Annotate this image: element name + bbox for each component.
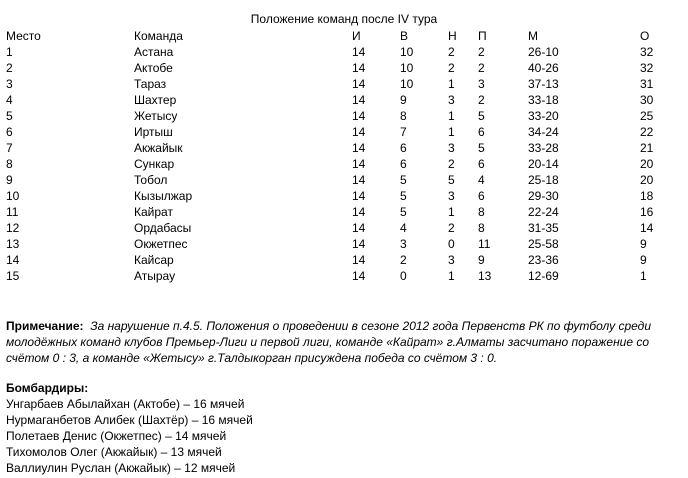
top-scorers [6,380,682,476]
table-row [6,172,680,188]
cell-place: 1 [6,45,13,59]
cell-draws: 1 [448,109,455,123]
cell-draws: 3 [448,189,455,203]
cell-goals: 25-18 [528,173,559,187]
cell-draws: 5 [448,173,455,187]
table-row [6,76,680,92]
cell-points: 32 [640,61,654,75]
table-row [6,236,680,252]
cell-losses: 8 [478,221,485,235]
cell-points: 16 [640,205,654,219]
cell-points: 9 [640,253,647,267]
table-row [6,44,680,60]
standings-body [6,28,680,284]
cell-team: Шахтер [134,93,177,107]
cell-goals: 22-24 [528,205,559,219]
note [6,318,682,366]
cell-draws: 1 [448,125,455,139]
cell-played: 14 [352,77,366,91]
table-row [6,188,680,204]
cell-goals: 20-14 [528,157,559,171]
header-goals: М [528,29,538,43]
cell-place: 14 [6,253,20,267]
cell-points: 25 [640,109,654,123]
cell-played: 14 [352,157,366,171]
cell-place: 12 [6,221,20,235]
cell-played: 14 [352,61,366,75]
table-row [6,124,680,140]
cell-wins: 2 [400,253,407,267]
table-row [6,140,680,156]
cell-played: 14 [352,125,366,139]
cell-team: Тараз [134,77,167,91]
cell-points: 32 [640,45,654,59]
header-points: О [640,29,650,43]
cell-place: 6 [6,125,13,139]
cell-wins: 9 [400,93,407,107]
cell-goals: 26-10 [528,45,559,59]
cell-points: 20 [640,173,654,187]
cell-place: 2 [6,61,13,75]
cell-played: 14 [352,141,366,155]
cell-losses: 5 [478,109,485,123]
cell-draws: 2 [448,61,455,75]
note-text: За нарушение п.4.5. Положения о проведении в сезоне 2012 года Первенств РК по футболу среди молодёжных команд клубов Премьер-Лиги и первой лиги, команде «Кайрат» г.Алматы засчитано поражение со счётом 0 : 3, а команде «Жетысу» г.Талдыкорган присуждена победа со счётом 3 : 0. [6,319,651,365]
cell-place: 8 [6,157,13,171]
cell-losses: 3 [478,77,485,91]
cell-losses: 2 [478,93,485,107]
cell-played: 14 [352,45,366,59]
table-row [6,60,680,76]
cell-draws: 3 [448,253,455,267]
cell-draws: 3 [448,141,455,155]
cell-place: 11 [6,205,19,219]
header-played: И [352,29,361,43]
header-draws: Н [448,29,457,43]
header-losses: П [478,29,487,43]
cell-draws: 3 [448,93,455,107]
cell-goals: 33-28 [528,141,559,155]
cell-place: 13 [6,237,20,251]
scorer-item: Валлиулин Руслан (Акжайык) – 12 мячей [6,461,236,475]
cell-goals: 29-30 [528,189,559,203]
cell-team: Сункар [134,157,175,171]
table-header-row [6,28,680,44]
cell-draws: 1 [448,269,455,283]
cell-wins: 5 [400,205,407,219]
cell-team: Кайсар [134,253,174,267]
cell-points: 1 [640,269,647,283]
cell-wins: 7 [400,125,407,139]
cell-place: 7 [6,141,13,155]
cell-team: Окжетпес [134,237,188,251]
table-row [6,156,680,172]
cell-points: 30 [640,93,654,107]
cell-team: Иртыш [134,125,173,139]
header-wins: В [400,29,409,43]
cell-played: 14 [352,221,366,235]
cell-team: Кызылжар [134,189,193,203]
cell-wins: 5 [400,173,407,187]
table-row [6,108,680,124]
cell-place: 4 [6,93,13,107]
cell-played: 14 [352,253,366,267]
cell-team: Акжайык [134,141,183,155]
cell-team: Актобе [134,61,173,75]
cell-points: 22 [640,125,654,139]
cell-losses: 13 [478,269,492,283]
cell-losses: 6 [478,157,485,171]
cell-place: 10 [6,189,20,203]
page-title: Положение команд после IV тура [250,12,438,26]
scorers-heading: Бомбардиры: [6,381,89,395]
cell-played: 14 [352,237,366,251]
cell-team: Жетысу [134,109,178,123]
cell-played: 14 [352,93,366,107]
cell-wins: 6 [400,141,407,155]
cell-wins: 4 [400,221,407,235]
cell-losses: 4 [478,173,485,187]
cell-losses: 9 [478,253,485,267]
cell-points: 31 [640,77,654,91]
standings-table [6,28,680,284]
cell-place: 3 [6,77,13,91]
scorer-item: Унгарбаев Абылайхан (Актобе) – 16 мячей [6,397,245,411]
cell-team: Ордабасы [134,221,192,235]
cell-played: 14 [352,173,366,187]
cell-points: 14 [640,221,654,235]
cell-losses: 5 [478,141,485,155]
cell-losses: 8 [478,205,485,219]
cell-wins: 3 [400,237,407,251]
cell-points: 21 [640,141,654,155]
cell-wins: 10 [400,45,414,59]
cell-wins: 0 [400,269,407,283]
header-team: Команда [134,29,183,43]
cell-place: 15 [6,269,20,283]
cell-goals: 37-13 [528,77,559,91]
cell-team: Тобол [134,173,168,187]
scorers-list [6,396,682,476]
cell-place: 9 [6,173,13,187]
cell-goals: 31-35 [528,221,559,235]
cell-played: 14 [352,109,366,123]
cell-team: Астана [134,45,174,59]
cell-losses: 6 [478,125,485,139]
cell-losses: 6 [478,189,485,203]
cell-played: 14 [352,205,366,219]
cell-wins: 10 [400,61,414,75]
note-label: Примечание: [6,319,84,333]
cell-wins: 5 [400,189,407,203]
cell-goals: 40-26 [528,61,559,75]
cell-place: 5 [6,109,13,123]
header-place: Место [6,29,41,43]
scorer-item: Нурмаганбетов Алибек (Шахтёр) – 16 мячей [6,413,253,427]
cell-goals: 33-20 [528,109,559,123]
table-row [6,252,680,268]
cell-draws: 2 [448,45,455,59]
cell-losses: 11 [478,237,491,251]
cell-played: 14 [352,269,366,283]
cell-team: Кайрат [134,205,173,219]
cell-points: 18 [640,189,654,203]
cell-goals: 23-36 [528,253,559,267]
cell-draws: 0 [448,237,455,251]
scorer-item: Тихомолов Олег (Акжайык) – 13 мячей [6,445,222,459]
cell-wins: 10 [400,77,414,91]
cell-goals: 25-58 [528,237,559,251]
cell-goals: 33-18 [528,93,559,107]
cell-losses: 2 [478,45,485,59]
cell-losses: 2 [478,61,485,75]
table-row [6,268,680,284]
table-row [6,220,680,236]
cell-wins: 8 [400,109,407,123]
table-row [6,204,680,220]
cell-points: 20 [640,157,654,171]
cell-wins: 6 [400,157,407,171]
cell-draws: 2 [448,157,455,171]
cell-draws: 1 [448,205,455,219]
cell-played: 14 [352,189,366,203]
cell-goals: 12-69 [528,269,559,283]
cell-points: 9 [640,237,647,251]
scorer-item: Полетаев Денис (Окжетпес) – 14 мячей [6,429,227,443]
table-row [6,92,680,108]
cell-draws: 1 [448,77,455,91]
cell-team: Атырау [134,269,176,283]
cell-draws: 2 [448,221,455,235]
cell-goals: 34-24 [528,125,559,139]
